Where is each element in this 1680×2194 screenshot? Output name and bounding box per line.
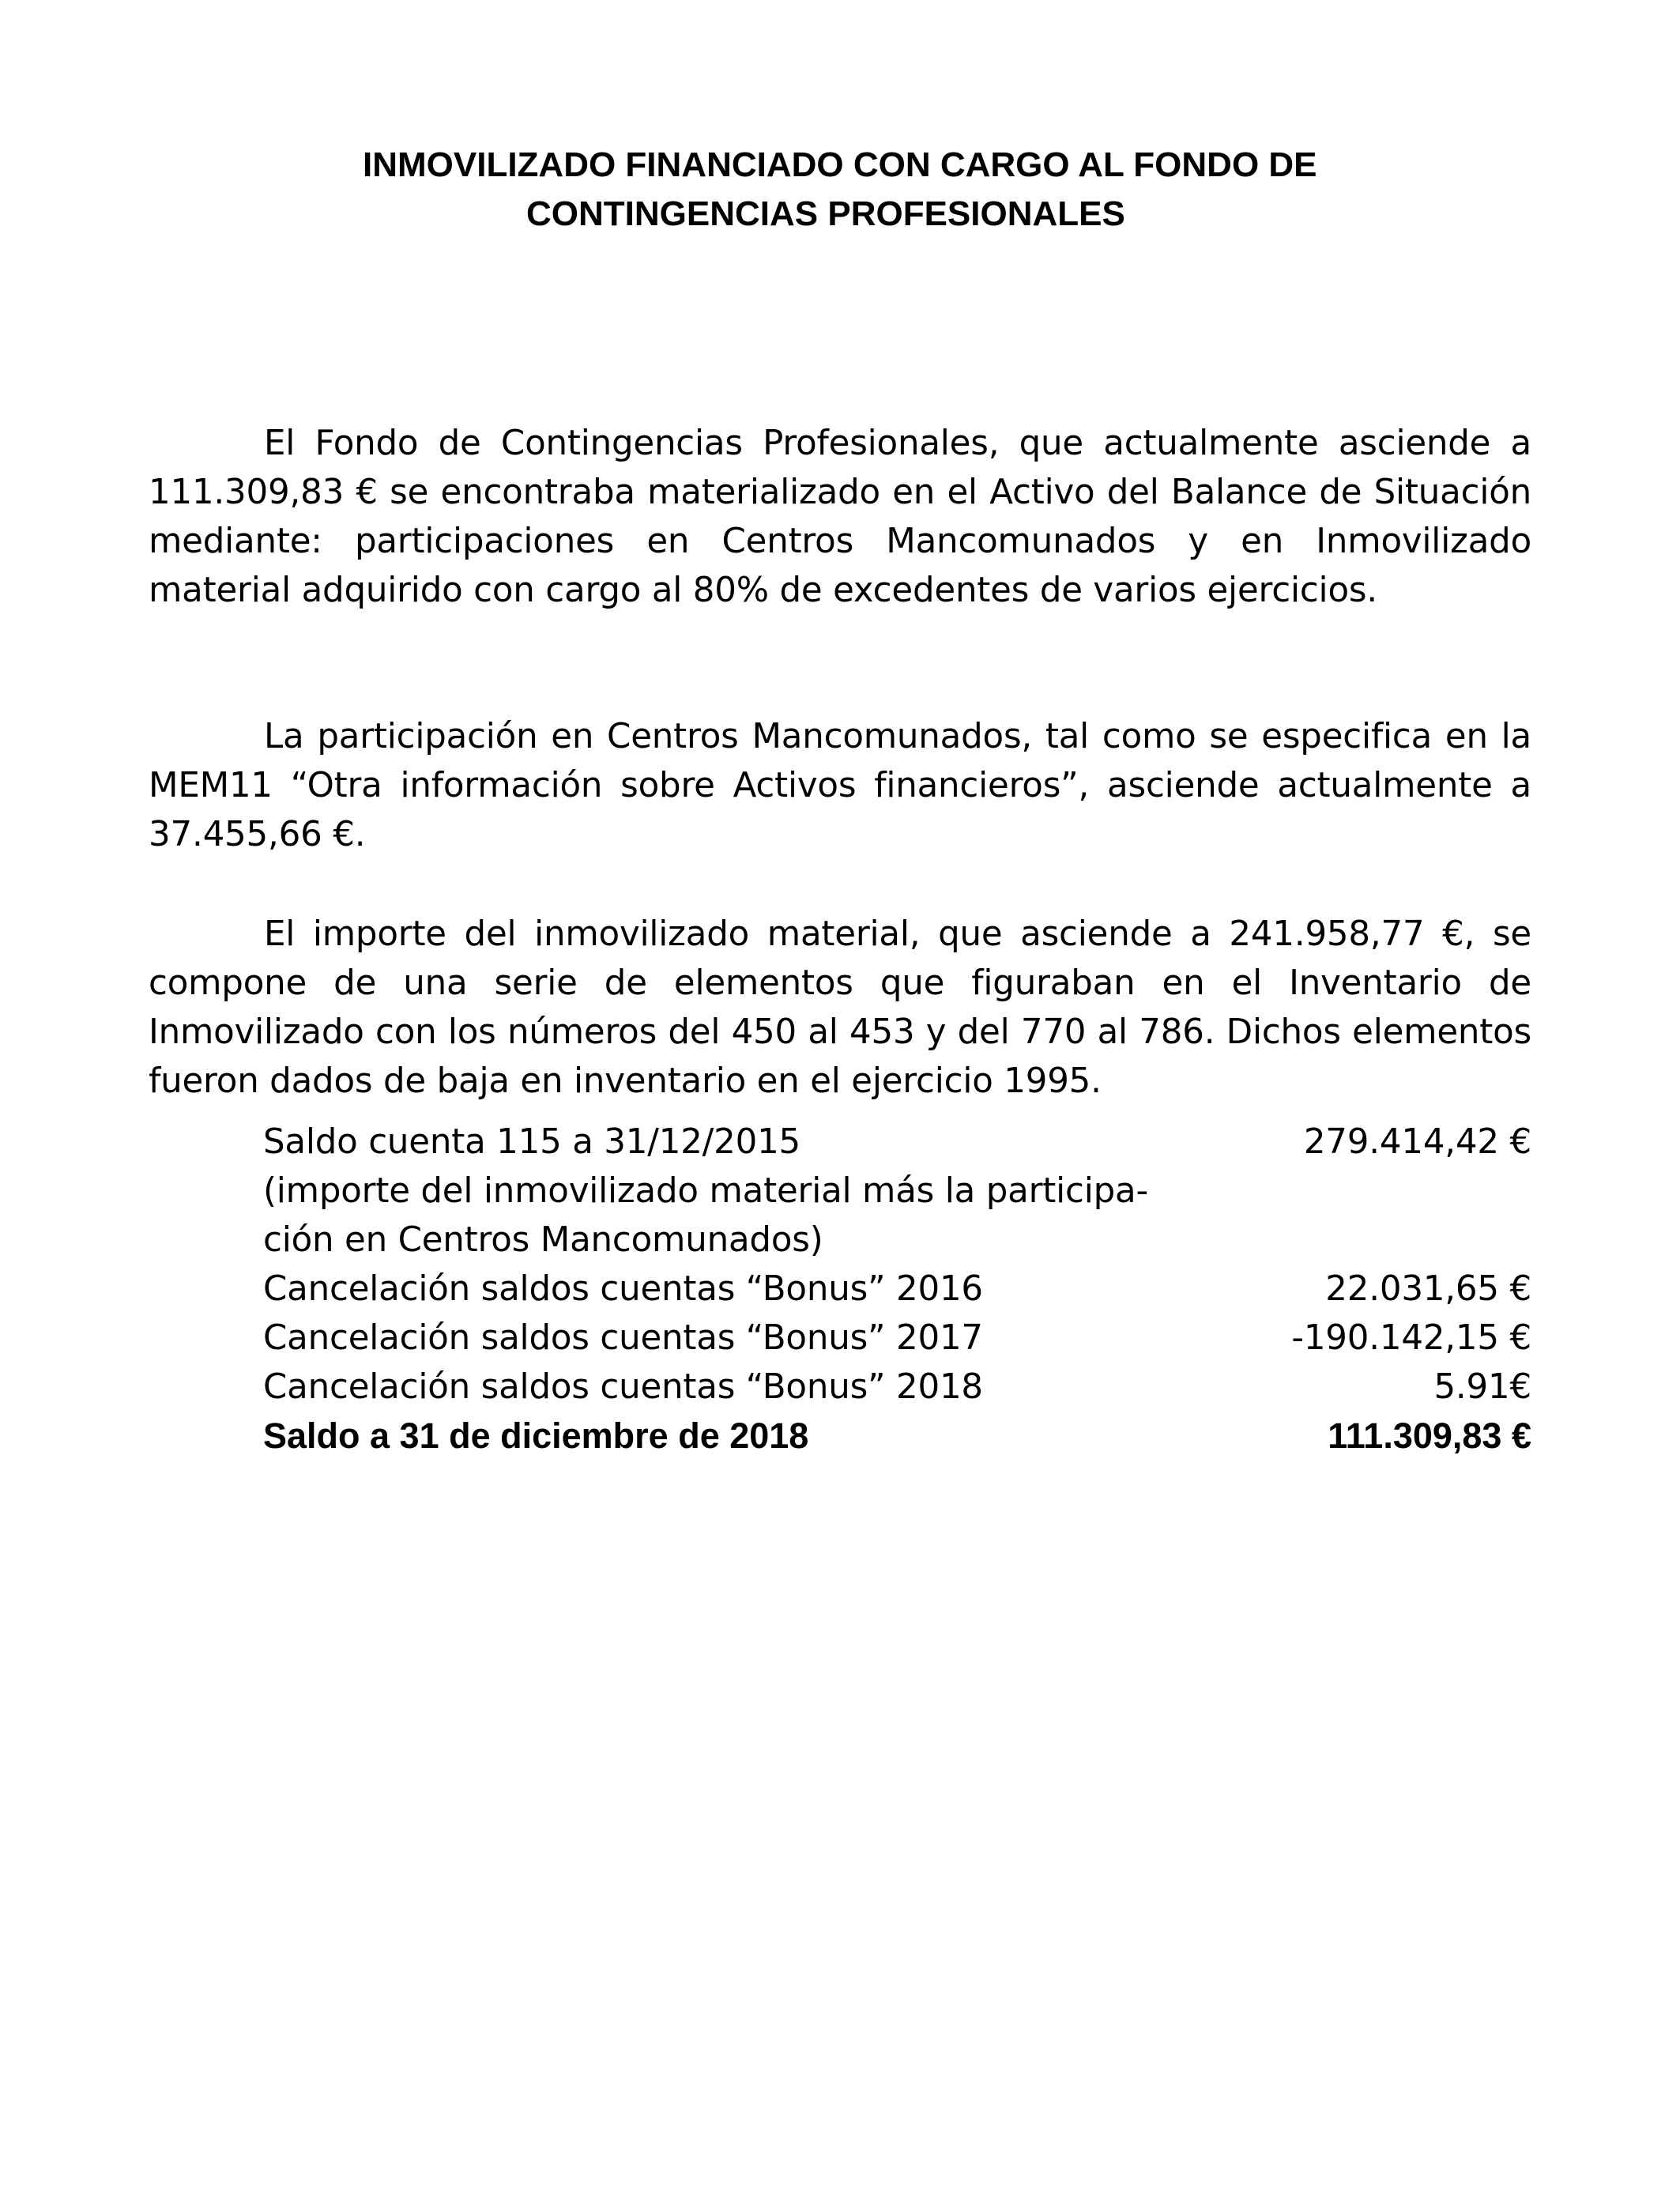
ledger-label: ción en Centros Mancomunados) <box>263 1220 823 1260</box>
ledger-total-amount: 111.309,83 € <box>1328 1416 1531 1456</box>
ledger-label: (importe del inmovilizado material más la participa- <box>263 1171 1149 1211</box>
ledger-row <box>263 1167 1531 1216</box>
paragraph-fondo-contingencias: El Fondo de Contingencias Profesionales, que actualmente asciende a 111.309,83 € se encontraba materializado en el Activo del Balance de Situación mediante: participaciones en Centros Mancomunados y en Inmovilizado material adquirido con cargo al 80% de excedentes de varios ejercicios. <box>149 423 1531 610</box>
ledger-amount: 22.031,65 € <box>1325 1269 1531 1309</box>
ledger-amount: 279.414,42 € <box>1303 1122 1531 1162</box>
ledger-row <box>263 1265 1531 1314</box>
document-title-line-1: INMOVILIZADO FINANCIADO CON CARGO AL FONDO DE <box>363 145 1317 184</box>
ledger-label: Cancelación saldos cuentas “Bonus” 2016 <box>263 1269 983 1309</box>
paragraph-inmovilizado-material: El importe del inmovilizado material, que asciende a 241.958,77 €, se compone de una serie de elementos que figuraban en el Inventario de Inmovilizado con los números del 450 al 453 y del 770 al 786. Dichos elementos fueron dados de baja en inventario en el ejercicio 1995. <box>149 914 1531 1101</box>
ledger-row <box>263 1216 1531 1265</box>
ledger-label: Cancelación saldos cuentas “Bonus” 2018 <box>263 1367 983 1407</box>
ledger-total-label: Saldo a 31 de diciembre de 2018 <box>263 1416 809 1456</box>
document-title-line-2: CONTINGENCIAS PROFESIONALES <box>526 194 1125 233</box>
paragraph-centros-mancomunados: La participación en Centros Mancomunados, tal como se especifica en la MEM11 “Otra información sobre Activos financieros”, asciende actualmente a 37.455,66 €. <box>149 716 1531 854</box>
ledger-amount: 5.91€ <box>1433 1367 1531 1407</box>
ledger-label: Saldo cuenta 115 a 31/12/2015 <box>263 1122 801 1162</box>
ledger-row <box>263 1118 1531 1167</box>
balance-ledger <box>263 1118 1531 1461</box>
ledger-total-row <box>263 1412 1531 1461</box>
ledger-row <box>263 1363 1531 1412</box>
ledger-label: Cancelación saldos cuentas “Bonus” 2017 <box>263 1318 983 1358</box>
ledger-row <box>263 1314 1531 1363</box>
ledger-amount: -190.142,15 € <box>1291 1318 1531 1358</box>
